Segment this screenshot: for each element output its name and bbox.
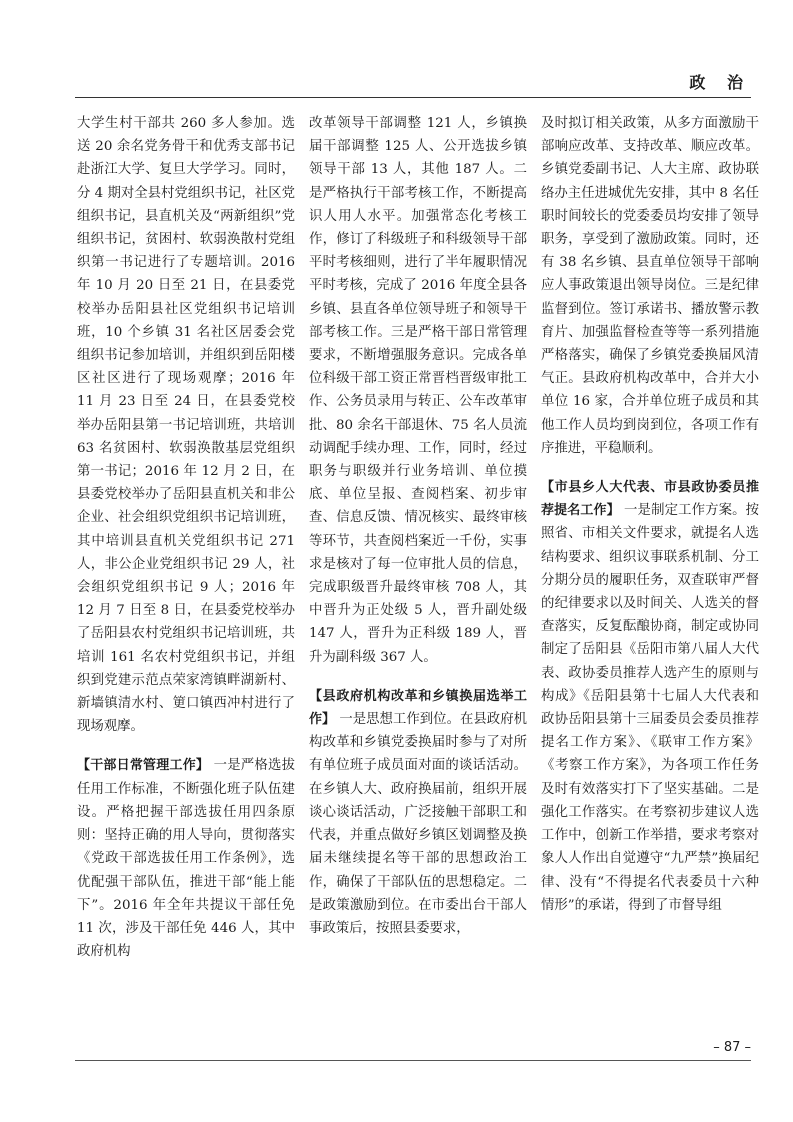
section-heading: 【县政府机构改革和乡镇换届选举工作】 — [309, 688, 527, 728]
paragraph-gap — [77, 738, 295, 754]
paragraph-gap — [309, 669, 527, 685]
paragraph — [309, 685, 527, 940]
column-2 — [309, 112, 527, 940]
paragraph-body: 一是制定工作方案。按照省、市相关文件要求，就提名人选结构要求、组织议事联系机制、分工分期分员的履职任务，双查联审严督的纪律要求以及时间关、人选关的督查落实，反复酝酿协商，制定或协同制定了岳阳县《岳阳市第八届人大代表、政协委员推荐人选产生的原则与构成》《岳阳县第十七届人大代表和政协岳阳县第十三届委员会委员推荐提名工作方案》、《联审工作方案》《考察工作方案》，为各项工作任务及时有效落实打下了坚实基础。二是强化工作落实。在考察初步建议人选工作中，创新工作举措，要求考察对象人人作出自觉遵守“九严禁”换届纪律、没有“不得提名代表委员十六种情形”的承诺，得到了市督导组 — [541, 503, 759, 913]
page-number: – 87 – — [713, 1040, 751, 1055]
header-rule — [75, 97, 751, 98]
paragraph-body: 一是思想工作到位。在县政府机构改革和乡镇党委换届时参与了对所有单位班子成员面对面的谈话活动。在乡镇人大、政府换届前，组织开展谈心谈话活动，广泛接触干部职工和代表，并重点做好乡镇区划调整及换届未继续提名等干部的思想政治工作，确保了干部队伍的思想稳定。二是政策激励到位。在市委出台干部人事政策后，按照县委要求， — [309, 712, 527, 936]
column-1 — [77, 112, 295, 963]
section-heading: 【市县乡人大代表、市县政协委员推荐提名工作】 — [541, 480, 759, 519]
column-3 — [541, 112, 759, 917]
paragraph — [541, 476, 759, 917]
paragraph: 改革领导干部调整 121 人，乡镇换届干部调整 125 人、公开选拔乡镇领导干部 13 人，其他 187 人。二是严格执行干部考核工作，不断提高识人用人水平。加强常态化考核工作，修订了科级班子和科级领导干部平时考核细则，进行了半年履职情况平时考核，完成了 2016 年度全县各乡镇、县直各单位领导班子和领导干部考核工作。三是严格干部日常管理要求，不断增强服务意识。完成各单位科级干部工资正常晋档晋级审批工作、公务员录用与转正、公车改革审批、80 余名干部退休、75 名人员流动调配手续办理、工作，同时，经过职务与职级并行业务培训、单位摸底、单位呈报、查阅档案、初步审查、信息反馈、情况核实、最终审核等环节，共查阅档案近一千份，实事求是核对了每一位审批人员的信息，完成职级晋升最终审核 708 人，其中晋升为正处级 5 人，晋升副处级 147 人，晋升为正科级 189 人，晋升为副科级 367 人。 — [309, 116, 527, 665]
section-title: 政 治 — [689, 73, 751, 92]
paragraph: 及时拟订相关政策，从多方面激励干部响应改革、支持改革、顺应改革。乡镇党委副书记、人大主席、政协联络办主任进城优先安排，其中 8 名任职时间较长的党委委员均安排了领导职务，享受到了激励政策。同时，还有 38 名乡镇、县直单位领导干部响应人事政策退出领导岗位。三是纪律监督到位。签订承诺书、播放警示教育片、加强监督检查等等一系列措施严格落实，确保了乡镇党委换届风清气正。县政府机构改革中，合并大小单位 16 家，合并单位班子成员和其他工作人员均到岗到位，各项工作有序推进，平稳顺利。 — [541, 116, 759, 456]
section-heading: 【干部日常管理工作】 — [77, 758, 210, 774]
paragraph-gap — [541, 460, 759, 476]
paragraph — [77, 754, 295, 963]
paragraph-body: 一是严格选拔任用工作标准，不断强化班子队伍建设。严格把握干部选拔任用四条原则：坚持正确的用人导向，贯彻落实《党政干部选拔任用工作条例》，选优配强干部队伍，推进干部“能上能下”。2016 年全年共提议干部任免 11 次，涉及干部任免 446 人，其中政府机构 — [77, 758, 295, 960]
paragraph: 大学生村干部共 260 多人参加。选送 20 余名党务骨干和优秀支部书记赴浙江大学、复旦大学学习。同时，分 4 期对全县村党组织书记，社区党组织书记，县直机关及“两新组织”党组织书记，贫困村、软弱涣散村党组织第一书记进行了专题培训。2016 年 10 月 20 日至 21 日，在县委党校举办岳阳县社区党组织书记培训班，10 个乡镇 31 名社区居委会党组织书记参加培训，并组织到岳阳楼区社区进行了现场观摩；2016 年 11 月 23 日至 24 日，在县委党校举办岳阳县第一书记培训班，共培训 63 名贫困村、软弱涣散基层党组织第一书记；2016 年 12 月 2 日，在县委党校举办了岳阳县直机关和非公企业、社会组织党组织书记培训班，其中培训县直机关党组织书记 271 人，非公企业党组织书记 29 人，社会组织党组织书记 9 人；2016 年 12 月 7 日至 8 日，在县委党校举办了岳阳县农村党组织书记培训班，共培训 161 名农村党组织书记，并组织到党建示范点荣家湾镇畔湖新村、新墙镇清水村、筻口镇西冲村进行了现场观摩。 — [77, 116, 295, 735]
footer-rule — [75, 1060, 751, 1061]
